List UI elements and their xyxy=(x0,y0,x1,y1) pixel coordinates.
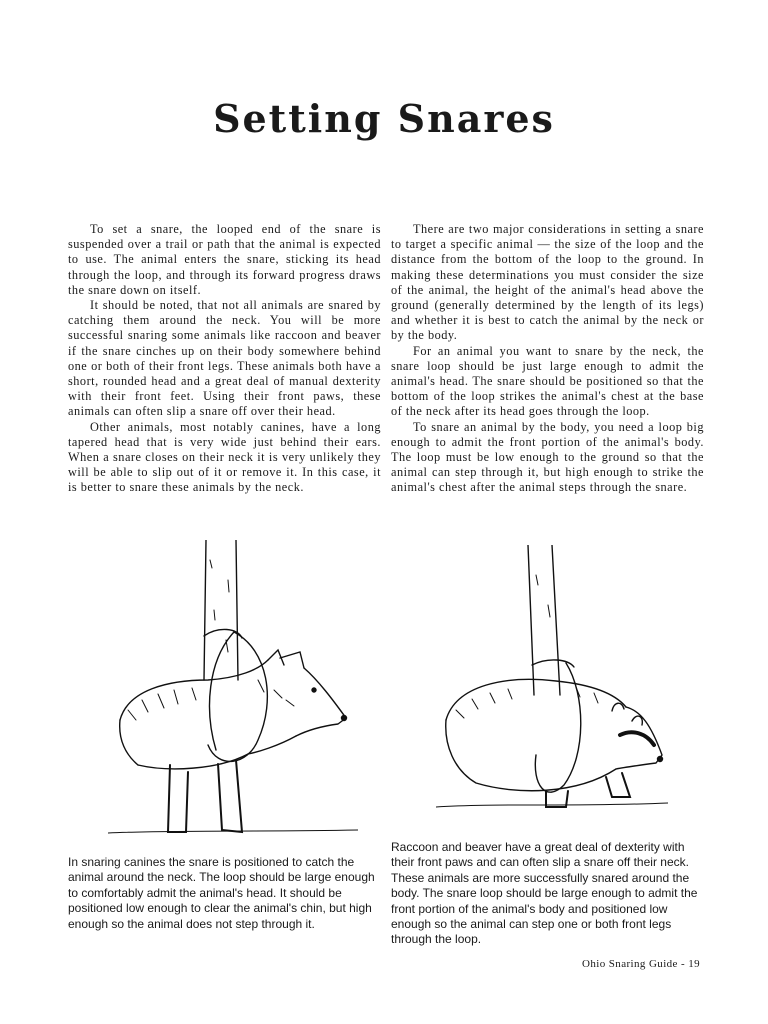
raccoon-snare-illustration xyxy=(436,545,668,825)
paragraph: It should be noted, that not all animals are snared by catching them around the neck. You will be more successful snaring some animals like raccoon and beaver if the snare cinches up on their body somewhere behind one or both of their front legs. These animals both have a short, rounded head and a great deal of manual dexterity with their front feet. Using their front paws, these animals can often slip a snare off over their head. xyxy=(68,298,381,419)
page-title: Setting Snares xyxy=(213,96,555,141)
paragraph: To snare an animal by the body, you need a loop big enough to admit the front portion of the animal's body. The loop must be low enough to the ground so that the animal can step through it, but high enough to strike the animal's chest after the animal steps through the snare. xyxy=(391,419,704,495)
left-text-column xyxy=(68,222,381,496)
raccoon-caption: Raccoon and beaver have a great deal of dexterity with their front paws and can often slip a snare off their neck. These animals are more successfully snared around the body. The snare loop should be large enough to admit the front portion of the animal's body and positioned low enough so the animal can step one or both front legs through the loop. xyxy=(391,840,698,947)
right-text-column xyxy=(391,222,704,496)
paragraph: Other animals, most notably canines, have a long tapered head that is very wide just behind their ears. When a snare closes on their neck it is very unlikely they will be able to slip out of it or remove it. In this case, it is better to snare these animals by the neck. xyxy=(68,419,381,495)
fox-snare-illustration xyxy=(108,540,358,840)
paragraph: To set a snare, the looped end of the snare is suspended over a trail or path that the animal is expected to use. The animal enters the snare, sticking its head through the loop, and through its forward progress draws the snare down on itself. xyxy=(68,222,381,297)
fox-caption: In snaring canines the snare is positioned to catch the animal around the neck. The loop should be large enough to comfortably admit the animal's head. It should be positioned low enough to clear the animal's chin, but high enough so the animal does not step through it. xyxy=(68,855,375,931)
page-footer: Ohio Snaring Guide - 19 xyxy=(582,958,700,970)
paragraph: For an animal you want to snare by the neck, the snare loop should be just large enough to admit the animal's head. The snare should be positioned so that the bottom of the loop strikes the animal's chest at the base of the neck after its head goes through the loop. xyxy=(391,343,704,419)
paragraph: There are two major considerations in setting a snare to target a specific animal — the size of the loop and the distance from the bottom of the loop to the ground. In making these determinations you must consider the size of the animal, the height of the animal's head above the ground (generally determined by the length of its legs) and whether it is best to catch the animal by the neck or by the body. xyxy=(391,222,704,343)
